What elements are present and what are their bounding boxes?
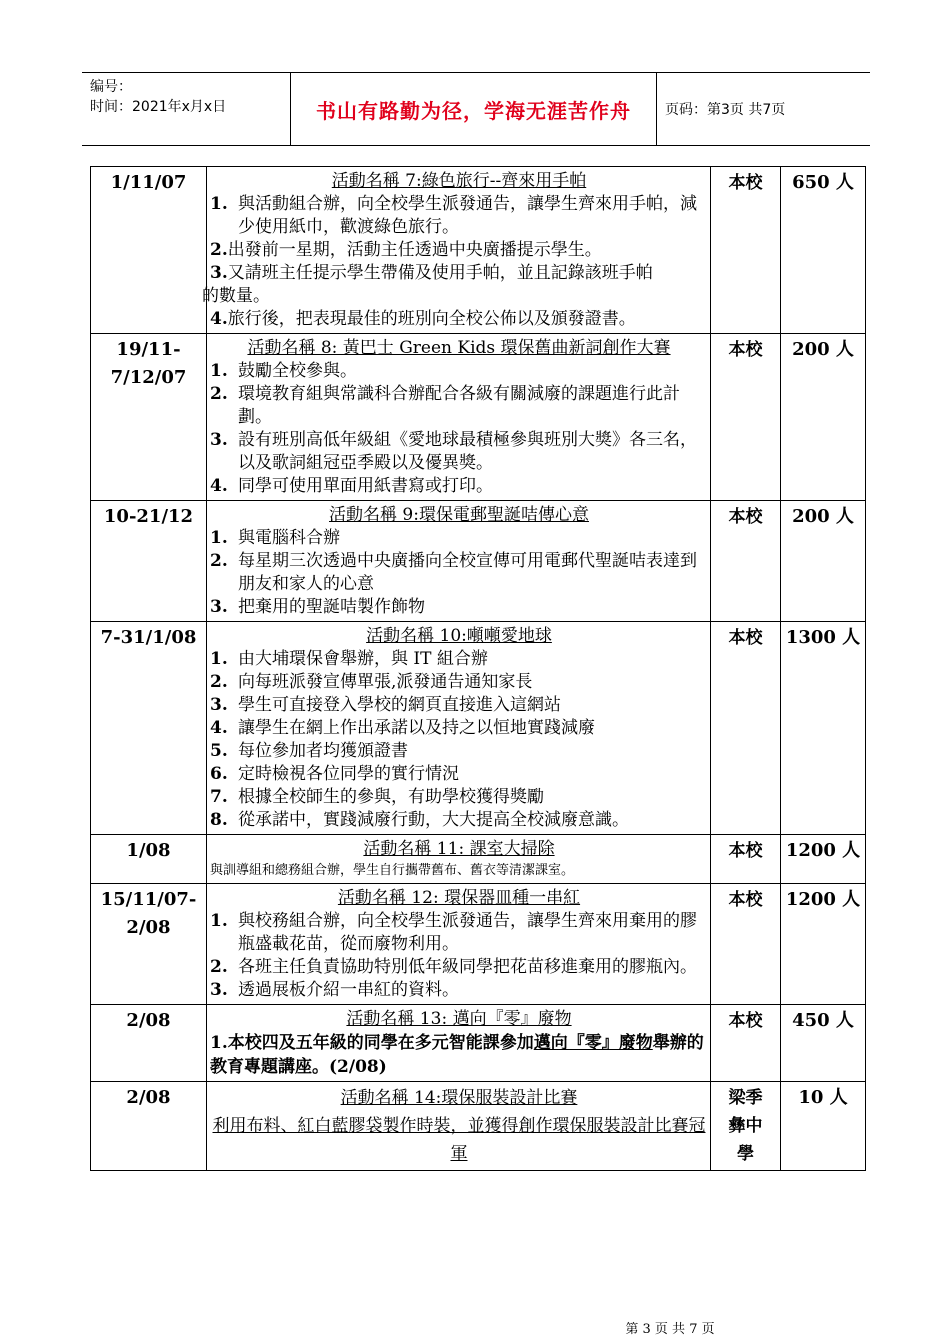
list-item: 2. 環境教育組與常識科合辦配合各級有關減廢的課題進行此計劃。	[210, 384, 680, 427]
activity-venue: 本校	[711, 334, 781, 501]
activity-steps	[202, 193, 708, 331]
activity-date	[91, 884, 207, 1005]
activity-steps	[210, 910, 708, 1002]
header-motto: 书山有路勤为径，学海无涯苦作舟	[316, 98, 631, 123]
list-item: 1. 與活動組合辦，向全校學生派發通告，讓學生齊來用手帕，減少使用紙巾，歡渡綠色旅行。	[210, 194, 697, 237]
activity-title: 活動名稱 12: 環保器皿種一串紅	[337, 888, 581, 908]
doc-time: 时间：2021年x月x日	[90, 99, 227, 115]
list-item: 的數量。	[202, 286, 270, 306]
activity-date: 10-21/12	[91, 501, 207, 622]
activity-body: 1.本校四及五年級的同學在多元智能課參加邁向『零』廢物舉辦的教育專題講座。(2/08)	[210, 1033, 704, 1077]
list-item: 4. 同學可使用單面用紙書寫或打印。	[210, 476, 493, 496]
activity-description	[207, 501, 711, 622]
table-row	[91, 835, 866, 884]
participant-count: 200 人	[781, 501, 866, 622]
table-row	[91, 167, 866, 334]
participant-count: 1300 人	[781, 622, 866, 835]
list-item: 7. 根據全校師生的參與，有助學校獲得獎勵	[210, 787, 544, 807]
table-row	[91, 622, 866, 835]
activity-date: 1/08	[91, 835, 207, 884]
participant-count: 1200 人	[781, 835, 866, 884]
participant-count: 1200 人	[781, 884, 866, 1005]
table-row	[91, 1005, 866, 1082]
page-footer: 第 3 页 共 7 页	[625, 1322, 715, 1337]
activity-title: 活動名稱 7:綠色旅行--齊來用手帕	[331, 171, 587, 191]
list-item: 2. 各班主任負責協助特別低年級同學把花苗移進棄用的膠瓶內。	[210, 957, 697, 977]
activity-note: 與訓導組和總務組合辦，學生自行攜帶舊布、舊衣等清潔課室。	[210, 863, 575, 878]
list-item: 1. 鼓勵全校參與。	[210, 361, 357, 381]
activity-title: 活動名稱 11: 課室大掃除	[363, 839, 555, 859]
activity-title: 活動名稱 14:環保服裝設計比賽	[340, 1088, 578, 1108]
table-row	[91, 334, 866, 501]
header-divider	[656, 73, 657, 145]
table-row	[91, 884, 866, 1005]
activity-date	[91, 334, 207, 501]
activity-description	[207, 1005, 711, 1082]
activity-description	[207, 334, 711, 501]
doc-number: 编号：	[90, 79, 132, 95]
list-item: 2. 向每班派發宣傳單張,派發通告通知家長	[210, 672, 533, 692]
header-meta	[90, 77, 290, 117]
list-item: 4. 讓學生在網上作出承諾以及持之以恒地實踐減廢	[210, 718, 595, 738]
list-item: 1. 與校務組合辦，向全校學生派發通告，讓學生齊來用棄用的膠瓶盛載花苗，從而廢物利用。	[210, 911, 697, 954]
activity-steps	[210, 527, 708, 619]
page-indicator: 页码：第3页 共7页	[665, 102, 786, 118]
activity-description	[207, 884, 711, 1005]
activity-title: 活動名稱 10:噸噸愛地球	[366, 626, 552, 646]
activity-venue: 本校	[711, 1005, 781, 1082]
activity-description	[202, 167, 711, 334]
activity-title: 活動名稱 13: 邁向『零』廢物	[346, 1009, 572, 1029]
activity-venue: 本校	[711, 167, 781, 334]
activity-body: 利用布料、紅白藍膠袋製作時裝，並獲得創作環保服裝設計比賽冠軍	[212, 1116, 706, 1164]
activity-date: 2/08	[91, 1082, 207, 1171]
page-header	[82, 72, 870, 146]
list-item: 1. 由大埔環保會舉辦，與 IT 組合辦	[210, 649, 488, 669]
activity-description	[207, 835, 711, 884]
list-item: 3. 透過展板介紹一串紅的資料。	[210, 980, 459, 1000]
activity-date: 2/08	[91, 1005, 207, 1082]
table-row	[91, 1082, 866, 1171]
activity-table	[90, 166, 866, 1171]
table-row	[91, 501, 866, 622]
list-item: 1. 與電腦科合辦	[210, 528, 340, 548]
activity-title: 活動名稱 9:環保電郵聖誕咭傳心意	[329, 505, 589, 525]
activity-venue: 本校	[711, 501, 781, 622]
activity-date-text: 19/11-7/12/07	[110, 339, 187, 388]
list-item: 4.旅行後，把表現最佳的班別向全校公佈以及頒發證書。	[210, 309, 636, 329]
participant-count: 10 人	[781, 1082, 866, 1171]
list-item: 6. 定時檢視各位同學的實行情況	[210, 764, 459, 784]
activity-venue: 本校	[711, 622, 781, 835]
activity-date-text: 15/11/07-2/08	[100, 889, 197, 938]
activity-venue	[711, 1082, 781, 1171]
activity-steps	[210, 360, 708, 498]
activity-description	[207, 622, 711, 835]
activity-venue: 本校	[711, 884, 781, 1005]
list-item: 2. 每星期三次透過中央廣播向全校宣傳可用電郵代聖誕咭表達到朋友和家人的心意	[210, 551, 697, 594]
activity-description	[207, 1082, 711, 1171]
list-item: 2.出發前一星期，活動主任透過中央廣播提示學生。	[210, 240, 602, 260]
list-item: 3. 設有班別高低年級組《愛地球最積極參與班別大獎》各三名，以及歌詞組冠亞季殿以及優異獎。	[210, 430, 697, 473]
activity-steps	[210, 648, 708, 832]
list-item: 3. 學生可直接登入學校的網頁直接進入這網站	[210, 695, 561, 715]
participant-count: 450 人	[781, 1005, 866, 1082]
activity-venue: 本校	[711, 835, 781, 884]
participant-count: 200 人	[781, 334, 866, 501]
activity-date: 1/11/07	[91, 167, 207, 334]
activity-venue-text: 梁季彝中學	[728, 1088, 763, 1164]
activity-title: 活動名稱 8: 黃巴士 Green Kids 環保舊曲新詞創作大賽	[247, 338, 671, 358]
list-item: 3. 把棄用的聖誕咭製作飾物	[210, 597, 425, 617]
participant-count: 650 人	[781, 167, 866, 334]
list-item: 8. 從承諾中，實踐減廢行動，大大提高全校減廢意識。	[210, 810, 629, 830]
list-item: 3.又請班主任提示學生帶備及使用手帕，並且記錄該班手帕	[210, 263, 653, 283]
activity-date: 7-31/1/08	[91, 622, 207, 835]
list-item: 5. 每位參加者均獲頒證書	[210, 741, 408, 761]
